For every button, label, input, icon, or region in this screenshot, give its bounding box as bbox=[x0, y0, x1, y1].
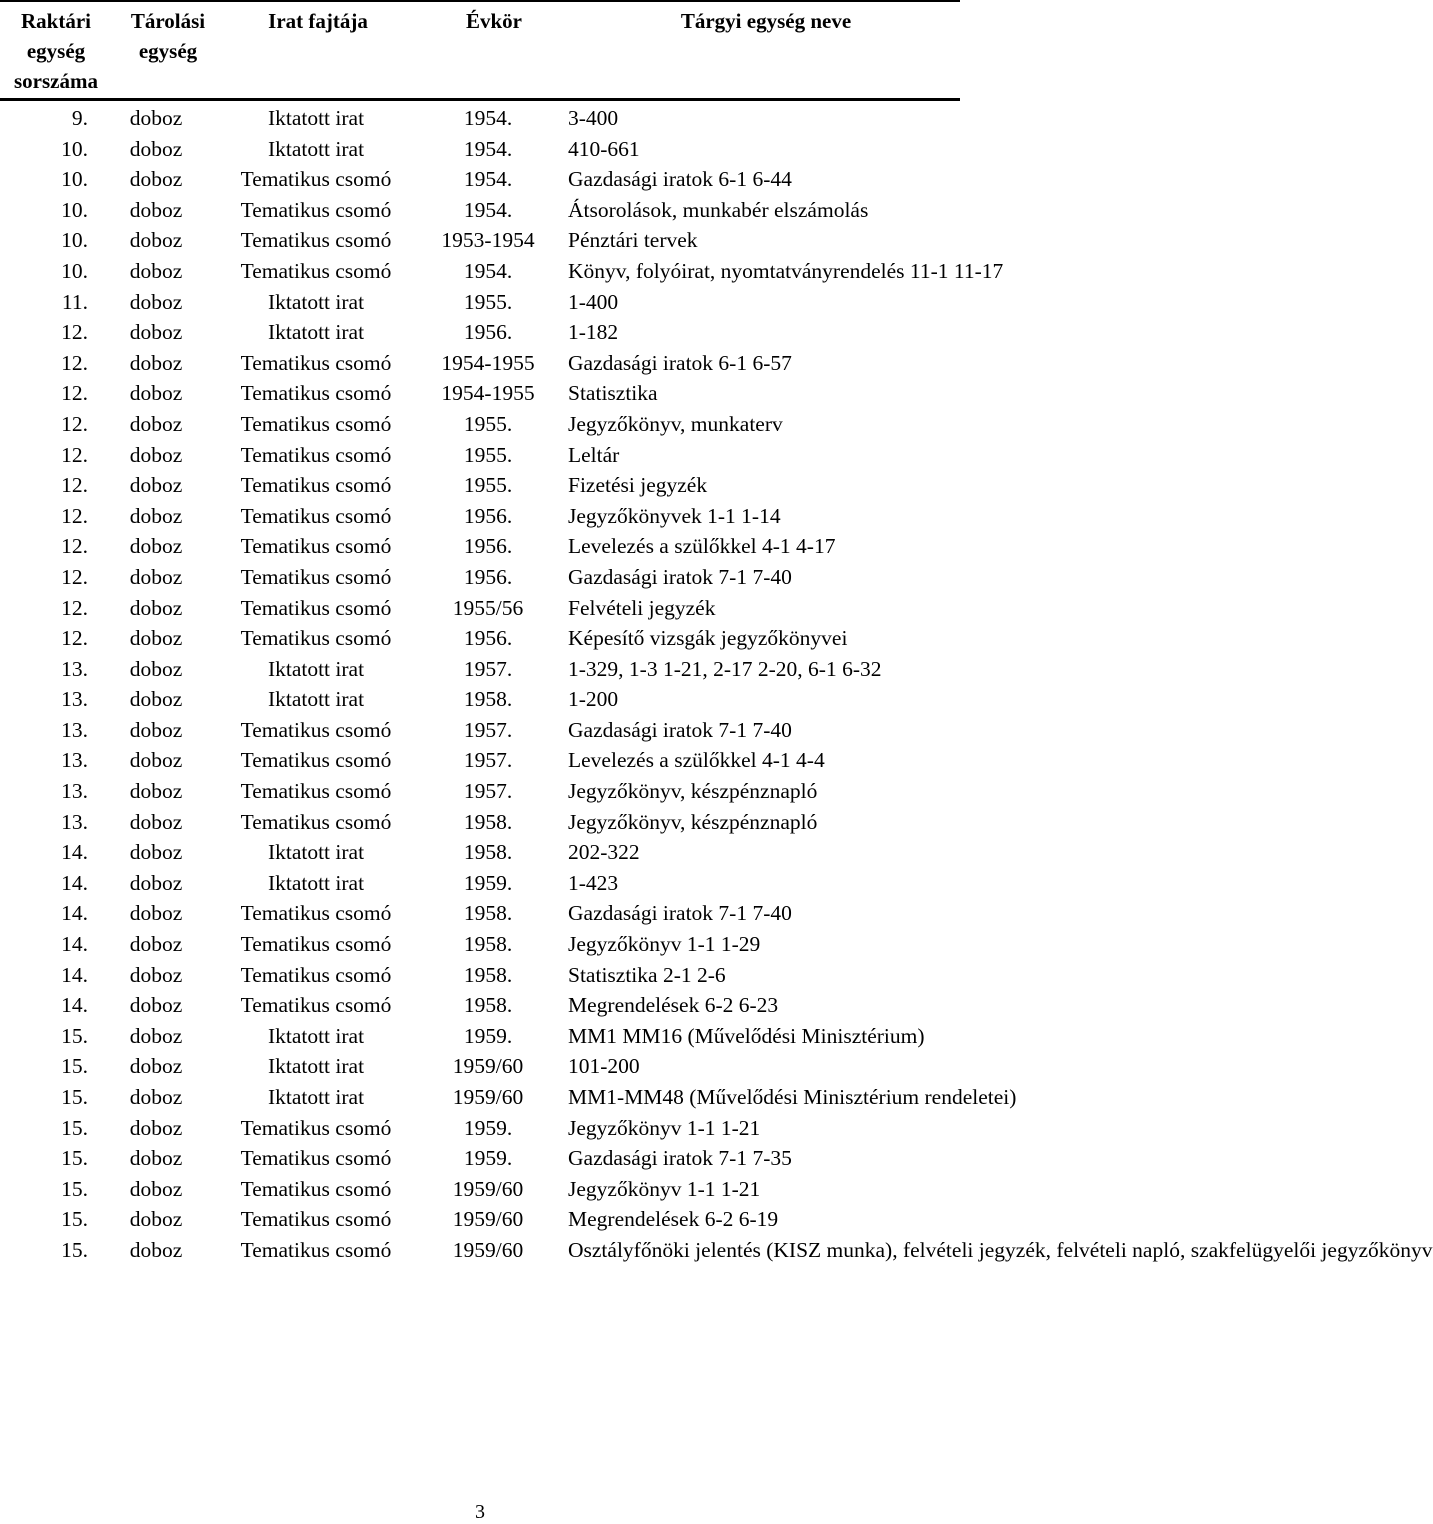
cell-tarolasi-egyseg: doboz bbox=[129, 534, 183, 559]
table-row bbox=[0, 256, 960, 287]
cell-evkor: 1955. bbox=[463, 411, 513, 436]
cell-targyi-egyseg-neve: Felvételi jegyzék bbox=[568, 595, 716, 620]
cell-irat-fajtaja: Iktatott irat bbox=[267, 1085, 365, 1109]
table-row bbox=[0, 103, 960, 134]
cell-sorszam: 14. bbox=[61, 870, 88, 895]
cell-evkor: 1959/60 bbox=[452, 1176, 524, 1201]
header-bottom-rule bbox=[0, 98, 960, 101]
cell-evkor: 1959/60 bbox=[452, 1237, 524, 1262]
cell-evkor: 1958. bbox=[463, 932, 513, 957]
cell-sorszam: 13. bbox=[61, 717, 88, 742]
cell-targyi-egyseg-neve: Leltár bbox=[568, 442, 620, 467]
cell-targyi-egyseg-neve: 1-182 bbox=[568, 320, 619, 345]
table-row bbox=[0, 929, 960, 960]
table-row bbox=[0, 1021, 960, 1052]
cell-irat-fajtaja: Tematikus csomó bbox=[240, 993, 392, 1018]
table-row bbox=[0, 195, 960, 226]
cell-sorszam: 12. bbox=[61, 626, 88, 651]
cell-irat-fajtaja: Iktatott irat bbox=[267, 840, 365, 865]
table-row bbox=[0, 623, 960, 654]
cell-tarolasi-egyseg: doboz bbox=[129, 840, 183, 865]
cell-tarolasi-egyseg: doboz bbox=[129, 1146, 183, 1171]
cell-evkor: 1959. bbox=[463, 1146, 513, 1171]
cell-irat-fajtaja: Tematikus csomó bbox=[240, 901, 392, 926]
cell-tarolasi-egyseg: doboz bbox=[129, 626, 183, 651]
cell-tarolasi-egyseg: doboz bbox=[129, 503, 183, 528]
cell-sorszam: 12. bbox=[61, 411, 88, 436]
cell-targyi-egyseg-neve: Képesítő vizsgák jegyzőkönyvei bbox=[568, 626, 848, 651]
cell-irat-fajtaja: Tematikus csomó bbox=[240, 350, 392, 375]
cell-evkor: 1956. bbox=[463, 626, 513, 651]
cell-targyi-egyseg-neve: Pénztári tervek bbox=[568, 228, 698, 253]
cell-tarolasi-egyseg: doboz bbox=[129, 136, 183, 161]
cell-tarolasi-egyseg: doboz bbox=[129, 993, 183, 1018]
cell-evkor: 1955/56 bbox=[452, 595, 524, 620]
header-sorszam: Raktári egység sorszáma bbox=[14, 9, 98, 93]
cell-tarolasi-egyseg: doboz bbox=[129, 1115, 183, 1140]
cell-sorszam: 14. bbox=[61, 962, 88, 987]
table-row bbox=[0, 960, 960, 991]
cell-irat-fajtaja: Tematikus csomó bbox=[240, 534, 392, 559]
cell-tarolasi-egyseg: doboz bbox=[129, 1207, 183, 1232]
cell-targyi-egyseg-neve: 1-200 bbox=[568, 687, 619, 712]
table-row bbox=[0, 501, 960, 532]
page-number: 3 bbox=[475, 1501, 485, 1523]
table-row bbox=[0, 654, 960, 685]
cell-sorszam: 10. bbox=[61, 258, 88, 283]
cell-targyi-egyseg-neve: Átsorolások, munkabér elszámolás bbox=[568, 197, 869, 222]
cell-tarolasi-egyseg: doboz bbox=[129, 1176, 183, 1201]
table-row bbox=[0, 348, 960, 379]
header-irat-fajtaja: Irat fajtája bbox=[268, 9, 368, 33]
cell-evkor: 1954. bbox=[463, 136, 513, 161]
cell-targyi-egyseg-neve: Gazdasági iratok 7-1 7-40 bbox=[568, 901, 792, 926]
cell-evkor: 1958. bbox=[463, 809, 513, 834]
cell-targyi-egyseg-neve: 1-400 bbox=[568, 289, 619, 314]
cell-targyi-egyseg-neve: Jegyzőkönyv, készpénznapló bbox=[568, 779, 818, 804]
cell-tarolasi-egyseg: doboz bbox=[129, 442, 183, 467]
cell-evkor: 1959/60 bbox=[452, 1207, 524, 1232]
cell-evkor: 1958. bbox=[463, 962, 513, 987]
cell-irat-fajtaja: Tematikus csomó bbox=[240, 564, 392, 589]
cell-irat-fajtaja: Tematikus csomó bbox=[240, 228, 392, 253]
cell-evkor: 1954. bbox=[463, 106, 513, 130]
cell-irat-fajtaja: Iktatott irat bbox=[267, 1023, 365, 1048]
cell-sorszam: 14. bbox=[61, 993, 88, 1018]
table-row bbox=[0, 409, 960, 440]
cell-irat-fajtaja: Tematikus csomó bbox=[240, 626, 392, 651]
cell-tarolasi-egyseg: doboz bbox=[129, 381, 183, 406]
table-row bbox=[0, 531, 960, 562]
cell-tarolasi-egyseg: doboz bbox=[129, 411, 183, 436]
cell-tarolasi-egyseg: doboz bbox=[129, 320, 183, 345]
cell-targyi-egyseg-neve: Gazdasági iratok 7-1 7-35 bbox=[568, 1146, 792, 1171]
cell-tarolasi-egyseg: doboz bbox=[129, 258, 183, 283]
header-tarolasi-egyseg: Tárolási egység bbox=[130, 9, 206, 63]
cell-irat-fajtaja: Iktatott irat bbox=[267, 870, 365, 895]
cell-evkor: 1957. bbox=[463, 717, 513, 742]
cell-irat-fajtaja: Tematikus csomó bbox=[240, 167, 392, 192]
cell-irat-fajtaja: Tematikus csomó bbox=[240, 411, 392, 436]
cell-evkor: 1958. bbox=[463, 687, 513, 712]
cell-tarolasi-egyseg: doboz bbox=[129, 870, 183, 895]
cell-evkor: 1956. bbox=[463, 503, 513, 528]
cell-sorszam: 15. bbox=[61, 1085, 88, 1109]
cell-evkor: 1955. bbox=[463, 473, 513, 498]
cell-sorszam: 13. bbox=[61, 809, 88, 834]
cell-evkor: 1955. bbox=[463, 289, 513, 314]
cell-targyi-egyseg-neve: Gazdasági iratok 7-1 7-40 bbox=[568, 717, 792, 742]
header-evkor: Évkör bbox=[465, 9, 522, 33]
table-row bbox=[0, 837, 960, 868]
cell-targyi-egyseg-neve: Levelezés a szülőkkel 4-1 4-4 bbox=[568, 748, 825, 773]
cell-sorszam: 15. bbox=[61, 1176, 88, 1201]
cell-evkor: 1954. bbox=[463, 258, 513, 283]
cell-evkor: 1958. bbox=[463, 901, 513, 926]
cell-sorszam: 10. bbox=[61, 167, 88, 192]
cell-irat-fajtaja: Iktatott irat bbox=[267, 289, 365, 314]
cell-tarolasi-egyseg: doboz bbox=[129, 779, 183, 804]
cell-sorszam: 12. bbox=[61, 442, 88, 467]
table-row bbox=[0, 1051, 960, 1082]
table-row bbox=[0, 164, 960, 195]
cell-sorszam: 12. bbox=[61, 503, 88, 528]
cell-sorszam: 12. bbox=[61, 381, 88, 406]
table-row bbox=[0, 898, 960, 929]
cell-tarolasi-egyseg: doboz bbox=[129, 932, 183, 957]
cell-targyi-egyseg-neve: Jegyzőkönyvek 1-1 1-14 bbox=[568, 503, 781, 528]
cell-targyi-egyseg-neve: 410-661 bbox=[568, 136, 640, 161]
cell-sorszam: 10. bbox=[61, 197, 88, 222]
cell-targyi-egyseg-neve: Statisztika bbox=[568, 381, 658, 406]
cell-tarolasi-egyseg: doboz bbox=[129, 197, 183, 222]
cell-tarolasi-egyseg: doboz bbox=[129, 106, 183, 130]
cell-tarolasi-egyseg: doboz bbox=[129, 717, 183, 742]
cell-sorszam: 12. bbox=[61, 564, 88, 589]
cell-tarolasi-egyseg: doboz bbox=[129, 748, 183, 773]
cell-tarolasi-egyseg: doboz bbox=[129, 809, 183, 834]
cell-irat-fajtaja: Iktatott irat bbox=[267, 136, 365, 161]
cell-irat-fajtaja: Tematikus csomó bbox=[240, 748, 392, 773]
cell-irat-fajtaja: Tematikus csomó bbox=[240, 1115, 392, 1140]
cell-targyi-egyseg-neve: 202-322 bbox=[568, 840, 640, 865]
cell-sorszam: 15. bbox=[61, 1237, 88, 1262]
cell-tarolasi-egyseg: doboz bbox=[129, 1054, 183, 1079]
cell-sorszam: 14. bbox=[61, 901, 88, 926]
cell-targyi-egyseg-neve: Jegyzőkönyv, készpénznapló bbox=[568, 809, 818, 834]
cell-evkor: 1955. bbox=[463, 442, 513, 467]
cell-irat-fajtaja: Tematikus csomó bbox=[240, 1176, 392, 1201]
cell-sorszam: 12. bbox=[61, 350, 88, 375]
cell-irat-fajtaja: Tematikus csomó bbox=[240, 1146, 392, 1171]
cell-targyi-egyseg-neve: 1-423 bbox=[568, 870, 619, 895]
cell-irat-fajtaja: Iktatott irat bbox=[267, 320, 365, 345]
cell-irat-fajtaja: Tematikus csomó bbox=[240, 809, 392, 834]
cell-irat-fajtaja: Iktatott irat bbox=[267, 1054, 365, 1079]
cell-evkor: 1954. bbox=[463, 167, 513, 192]
cell-tarolasi-egyseg: doboz bbox=[129, 350, 183, 375]
cell-tarolasi-egyseg: doboz bbox=[129, 473, 183, 498]
cell-tarolasi-egyseg: doboz bbox=[129, 656, 183, 681]
cell-evkor: 1957. bbox=[463, 748, 513, 773]
cell-tarolasi-egyseg: doboz bbox=[129, 1237, 183, 1262]
cell-sorszam: 12. bbox=[61, 320, 88, 345]
inventory-table bbox=[0, 103, 1433, 1266]
table-row bbox=[0, 868, 960, 899]
cell-sorszam: 14. bbox=[61, 840, 88, 865]
cell-sorszam: 13. bbox=[61, 779, 88, 804]
cell-sorszam: 15. bbox=[61, 1115, 88, 1140]
cell-targyi-egyseg-neve: Gazdasági iratok 6-1 6-57 bbox=[568, 350, 792, 375]
cell-sorszam: 9. bbox=[71, 106, 88, 130]
cell-irat-fajtaja: Tematikus csomó bbox=[240, 932, 392, 957]
table-row bbox=[0, 1235, 960, 1266]
cell-tarolasi-egyseg: doboz bbox=[129, 1085, 183, 1109]
cell-targyi-egyseg-neve: 3-400 bbox=[568, 106, 619, 130]
cell-targyi-egyseg-neve: Jegyzőkönyv 1-1 1-21 bbox=[568, 1115, 761, 1140]
cell-evkor: 1953-1954 bbox=[441, 228, 535, 253]
cell-evkor: 1956. bbox=[463, 320, 513, 345]
header-targyi-egyseg-neve: Tárgyi egység neve bbox=[680, 9, 852, 33]
inventory-table-body bbox=[0, 103, 1433, 1266]
cell-evkor: 1959. bbox=[463, 1023, 513, 1048]
table-row bbox=[0, 317, 960, 348]
cell-sorszam: 15. bbox=[61, 1023, 88, 1048]
cell-targyi-egyseg-neve: Gazdasági iratok 7-1 7-40 bbox=[568, 564, 792, 589]
cell-sorszam: 15. bbox=[61, 1207, 88, 1232]
cell-irat-fajtaja: Tematikus csomó bbox=[240, 962, 392, 987]
header-top-rule bbox=[0, 0, 960, 2]
cell-sorszam: 10. bbox=[61, 136, 88, 161]
table-row bbox=[0, 562, 960, 593]
table-row bbox=[0, 684, 960, 715]
cell-sorszam: 15. bbox=[61, 1146, 88, 1171]
table-row bbox=[0, 807, 960, 838]
cell-sorszam: 12. bbox=[61, 534, 88, 559]
cell-targyi-egyseg-neve: Jegyzőkönyv 1-1 1-29 bbox=[568, 932, 761, 957]
cell-tarolasi-egyseg: doboz bbox=[129, 1023, 183, 1048]
cell-targyi-egyseg-neve: Statisztika 2-1 2-6 bbox=[568, 962, 726, 987]
table-row bbox=[0, 1174, 960, 1205]
table-row bbox=[0, 715, 960, 746]
cell-evkor: 1954-1955 bbox=[441, 381, 535, 406]
table-row bbox=[0, 745, 960, 776]
cell-irat-fajtaja: Tematikus csomó bbox=[240, 1207, 392, 1232]
table-row bbox=[0, 1113, 960, 1144]
cell-irat-fajtaja: Tematikus csomó bbox=[240, 779, 392, 804]
table-row bbox=[0, 990, 960, 1021]
cell-sorszam: 12. bbox=[61, 595, 88, 620]
cell-sorszam: 13. bbox=[61, 656, 88, 681]
cell-evkor: 1959/60 bbox=[452, 1054, 524, 1079]
cell-tarolasi-egyseg: doboz bbox=[129, 901, 183, 926]
cell-tarolasi-egyseg: doboz bbox=[129, 595, 183, 620]
table-row bbox=[0, 378, 960, 409]
cell-sorszam: 15. bbox=[61, 1054, 88, 1079]
cell-tarolasi-egyseg: doboz bbox=[129, 289, 183, 314]
cell-evkor: 1959. bbox=[463, 1115, 513, 1140]
cell-targyi-egyseg-neve: Fizetési jegyzék bbox=[568, 473, 708, 498]
table-row bbox=[0, 1143, 960, 1174]
cell-evkor: 1957. bbox=[463, 779, 513, 804]
cell-sorszam: 10. bbox=[61, 228, 88, 253]
cell-irat-fajtaja: Iktatott irat bbox=[267, 687, 365, 712]
cell-evkor: 1956. bbox=[463, 534, 513, 559]
table-row bbox=[0, 287, 960, 318]
cell-irat-fajtaja: Tematikus csomó bbox=[240, 473, 392, 498]
table-row bbox=[0, 776, 960, 807]
cell-sorszam: 13. bbox=[61, 748, 88, 773]
cell-irat-fajtaja: Iktatott irat bbox=[267, 656, 365, 681]
cell-targyi-egyseg-neve: Jegyzőkönyv, munkaterv bbox=[568, 411, 783, 436]
cell-evkor: 1959. bbox=[463, 870, 513, 895]
cell-irat-fajtaja: Iktatott irat bbox=[267, 106, 365, 130]
cell-targyi-egyseg-neve: Könyv, folyóirat, nyomtatványrendelés 11-1 11-17 bbox=[568, 258, 1004, 283]
cell-targyi-egyseg-neve: Megrendelések 6-2 6-23 bbox=[568, 993, 779, 1018]
table-row bbox=[0, 1082, 960, 1113]
cell-sorszam: 13. bbox=[61, 687, 88, 712]
cell-sorszam: 11. bbox=[61, 289, 88, 314]
cell-irat-fajtaja: Tematikus csomó bbox=[240, 1237, 392, 1262]
cell-irat-fajtaja: Tematikus csomó bbox=[240, 258, 392, 283]
table-row bbox=[0, 134, 960, 165]
table-row bbox=[0, 593, 960, 624]
cell-irat-fajtaja: Tematikus csomó bbox=[240, 503, 392, 528]
cell-targyi-egyseg-neve: Megrendelések 6-2 6-19 bbox=[568, 1207, 779, 1232]
cell-irat-fajtaja: Tematikus csomó bbox=[240, 595, 392, 620]
cell-evkor: 1958. bbox=[463, 993, 513, 1018]
cell-tarolasi-egyseg: doboz bbox=[129, 167, 183, 192]
table-row bbox=[0, 225, 960, 256]
table-row bbox=[0, 470, 960, 501]
cell-targyi-egyseg-neve: 1-329, 1-3 1-21, 2-17 2-20, 6-1 6-32 bbox=[568, 656, 882, 681]
cell-irat-fajtaja: Tematikus csomó bbox=[240, 381, 392, 406]
cell-tarolasi-egyseg: doboz bbox=[129, 687, 183, 712]
table-row bbox=[0, 1204, 960, 1235]
cell-irat-fajtaja: Tematikus csomó bbox=[240, 717, 392, 742]
cell-targyi-egyseg-neve: Osztályfőnöki jelentés (KISZ munka), felvételi jegyzék, felvételi napló, szakfelügyelői jegyzőkönyv bbox=[568, 1237, 1433, 1262]
cell-targyi-egyseg-neve: MM1-MM48 (Művelődési Minisztérium rendeletei) bbox=[568, 1085, 1017, 1109]
cell-irat-fajtaja: Tematikus csomó bbox=[240, 442, 392, 467]
cell-evkor: 1956. bbox=[463, 564, 513, 589]
cell-tarolasi-egyseg: doboz bbox=[129, 228, 183, 253]
cell-targyi-egyseg-neve: Gazdasági iratok 6-1 6-44 bbox=[568, 167, 792, 192]
cell-targyi-egyseg-neve: Levelezés a szülőkkel 4-1 4-17 bbox=[568, 534, 836, 559]
cell-sorszam: 12. bbox=[61, 473, 88, 498]
cell-tarolasi-egyseg: doboz bbox=[129, 564, 183, 589]
cell-sorszam: 14. bbox=[61, 932, 88, 957]
cell-evkor: 1957. bbox=[463, 656, 513, 681]
cell-evkor: 1954-1955 bbox=[441, 350, 535, 375]
table-row bbox=[0, 440, 960, 471]
cell-tarolasi-egyseg: doboz bbox=[129, 962, 183, 987]
cell-targyi-egyseg-neve: MM1 MM16 (Művelődési Minisztérium) bbox=[568, 1023, 925, 1048]
cell-targyi-egyseg-neve: 101-200 bbox=[568, 1054, 640, 1079]
cell-evkor: 1954. bbox=[463, 197, 513, 222]
table-header bbox=[0, 0, 960, 100]
cell-targyi-egyseg-neve: Jegyzőkönyv 1-1 1-21 bbox=[568, 1176, 761, 1201]
cell-evkor: 1958. bbox=[463, 840, 513, 865]
cell-evkor: 1959/60 bbox=[452, 1085, 524, 1109]
cell-irat-fajtaja: Tematikus csomó bbox=[240, 197, 392, 222]
